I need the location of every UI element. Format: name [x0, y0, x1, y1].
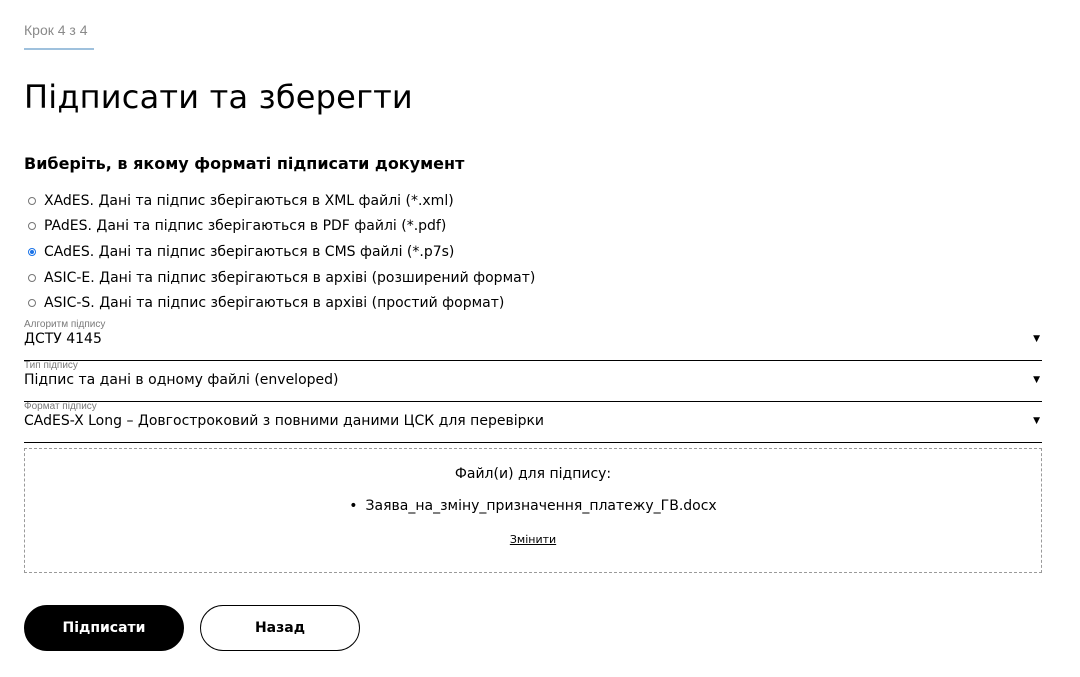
format-option-label: CAdES. Дані та підпис зберігаються в CMS файлі (*.p7s)	[44, 243, 455, 260]
format-option-asic-s[interactable]	[28, 290, 535, 316]
format-option-xades[interactable]	[28, 188, 535, 214]
radio-button[interactable]	[28, 197, 36, 205]
step-indicator: Крок 4 з 4	[24, 22, 88, 38]
change-files-link[interactable]: Змінити	[509, 533, 557, 546]
format-option-label: ASIC-E. Дані та підпис зберігаються в архіві (розширений формат)	[44, 269, 536, 286]
format-option-pades[interactable]	[28, 214, 535, 240]
triangle-down-icon[interactable]: ▼	[1033, 416, 1040, 426]
format-section-heading: Виберіть, в якому форматі підписати документ	[24, 154, 465, 173]
signature-type-select-label: Тип підпису	[24, 360, 78, 371]
signature-type-select[interactable]	[24, 360, 1042, 402]
signature-format-select-label: Формат підпису	[24, 401, 97, 412]
algorithm-select[interactable]	[24, 319, 1042, 361]
file-list	[25, 498, 1041, 514]
signature-format-select-value: CAdES-X Long – Довгостроковий з повними даними ЦСК для перевірки	[24, 413, 545, 429]
radio-button-selected[interactable]	[28, 248, 36, 256]
files-to-sign-box	[24, 448, 1042, 573]
file-list-item: • Заява_на_зміну_призначення_платежу_ГВ.docx	[25, 498, 1041, 514]
files-to-sign-title: Файл(и) для підпису:	[454, 466, 612, 482]
algorithm-select-label: Алгоритм підпису	[24, 319, 106, 330]
format-option-asic-e[interactable]	[28, 265, 535, 291]
algorithm-select-value: ДСТУ 4145	[24, 331, 102, 347]
triangle-down-icon[interactable]: ▼	[1033, 334, 1040, 344]
format-option-label: ASIC-S. Дані та підпис зберігаються в архіві (простий формат)	[44, 295, 505, 312]
format-radio-group	[28, 188, 535, 316]
format-option-label: PAdES. Дані та підпис зберігаються в PDF файлі (*.pdf)	[44, 218, 447, 235]
radio-button[interactable]	[28, 299, 36, 307]
page-title: Підписати та зберегти	[24, 78, 413, 116]
radio-button[interactable]	[28, 222, 36, 230]
back-button[interactable]: Назад	[200, 605, 360, 651]
sign-button[interactable]: Підписати	[24, 605, 184, 651]
format-option-label: XAdES. Дані та підпис зберігаються в XML файлі (*.xml)	[44, 192, 454, 209]
signature-format-select[interactable]	[24, 401, 1042, 443]
step-progress-underline	[24, 48, 94, 50]
signature-type-select-value: Підпис та дані в одному файлі (enveloped)	[24, 372, 339, 388]
radio-button[interactable]	[28, 274, 36, 282]
triangle-down-icon[interactable]: ▼	[1033, 375, 1040, 385]
format-option-cades[interactable]	[28, 239, 535, 265]
